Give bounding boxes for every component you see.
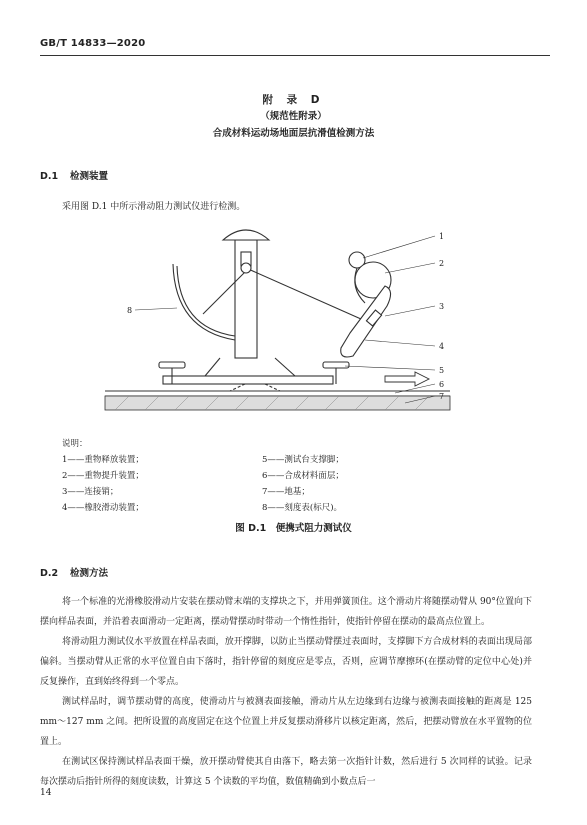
section-d2-heading xyxy=(40,565,108,579)
section-d2-body xyxy=(40,592,532,792)
section-d1-title: 检测装置 xyxy=(70,171,109,182)
legend-column-left xyxy=(62,452,144,516)
page-number: 14 xyxy=(40,788,52,798)
ground-layers xyxy=(105,391,450,410)
section-d2-number: D.2 xyxy=(40,568,59,579)
figure-label-4: 4 xyxy=(439,342,445,351)
figure-label-8: 8 xyxy=(127,306,133,315)
figure-d1-drawing xyxy=(95,218,495,418)
section-d1-number: D.1 xyxy=(40,171,59,182)
legend-item: 2——重物提升装置； xyxy=(62,471,144,481)
figure-label-3: 3 xyxy=(439,302,445,311)
annex-main-title: 合成材料运动场地面层抗滑值检测方法 xyxy=(212,128,375,139)
section-d1-heading xyxy=(40,168,108,182)
figure-label-1: 1 xyxy=(439,232,445,241)
figure-label-6: 6 xyxy=(439,380,445,389)
legend-item: 8——刻度表(标尺)。 xyxy=(262,503,343,513)
paragraph: 将一个标准的光滑橡胶滑动片安装在摆动臂末端的支撑块之下，并用弹簧顶住。这个滑动片将随摆动臂从 90°位置向下摆向样品表面，并沿着表面滑动一定距离，摆动臂摆动时带动一个惰性指针，使指针停留在摆动的最高点位置上。 xyxy=(40,597,532,627)
annex-title: 附 录 D xyxy=(262,94,325,106)
figure-label-5: 5 xyxy=(439,366,445,375)
legend-heading: 说明： xyxy=(62,439,88,449)
section-d2-title: 检测方法 xyxy=(70,568,109,579)
header-rule xyxy=(40,55,550,56)
paragraph: 测试样品时，调节摆动臂的高度，使滑动片与被测表面接触，滑动片从左边缘到右边缘与被测表面接触的距离是 125 mm～127 mm 之间。把所设置的高度固定在这个位置上并反复摆动滑移片以核定距离，然后，把摆动臂放在水平置物的位置上。 xyxy=(40,697,532,747)
legend-item: 1——重物释放装置； xyxy=(62,455,144,465)
swing-arm xyxy=(241,252,391,357)
legend-item: 3——连接销； xyxy=(62,487,119,497)
legend-item: 6——合成材料面层； xyxy=(262,471,344,481)
section-d1-text: 采用图 D.1 中所示滑动阻力测试仪进行检测。 xyxy=(62,202,246,212)
paragraph: 将滑动阻力测试仪水平放置在样品表面，放开撑脚，以防止当摆动臂摆过表面时，支撑脚下方合成材料的表面出现局部偏斜。当摆动臂从正常的水平位置自由下落时，指针停留的刻度应是零点，否则，应调节摩擦环(在摆动臂的定位中心处)并反复操作，直到始终得到一个零点。 xyxy=(40,637,532,687)
legend-item: 7——地基； xyxy=(262,487,310,497)
legend-item: 4——橡胶滑动装置； xyxy=(62,503,144,513)
legend-column-right xyxy=(262,452,344,516)
legend-item: 5——测试台支撑脚； xyxy=(262,455,344,465)
figure-caption: 图 D.1 便携式阻力测试仪 xyxy=(235,523,352,534)
paragraph: 在测试区保持测试样品表面干燥，放开摆动臂使其自由落下，略去第一次指针计数，然后进行 5 次同样的试验。记录每次摆动后指针所得的刻度读数，计算这 5 个读数的平均值，数值精确到小数点后一 xyxy=(40,757,532,787)
slide-direction-arrow xyxy=(385,372,429,386)
base-frame xyxy=(163,358,333,391)
standard-number: GB/T 14833—2020 xyxy=(40,38,146,49)
figure-label-7: 7 xyxy=(439,392,445,401)
annex-subtitle: （规范性附录） xyxy=(260,111,327,122)
figure-label-2: 2 xyxy=(439,259,445,268)
